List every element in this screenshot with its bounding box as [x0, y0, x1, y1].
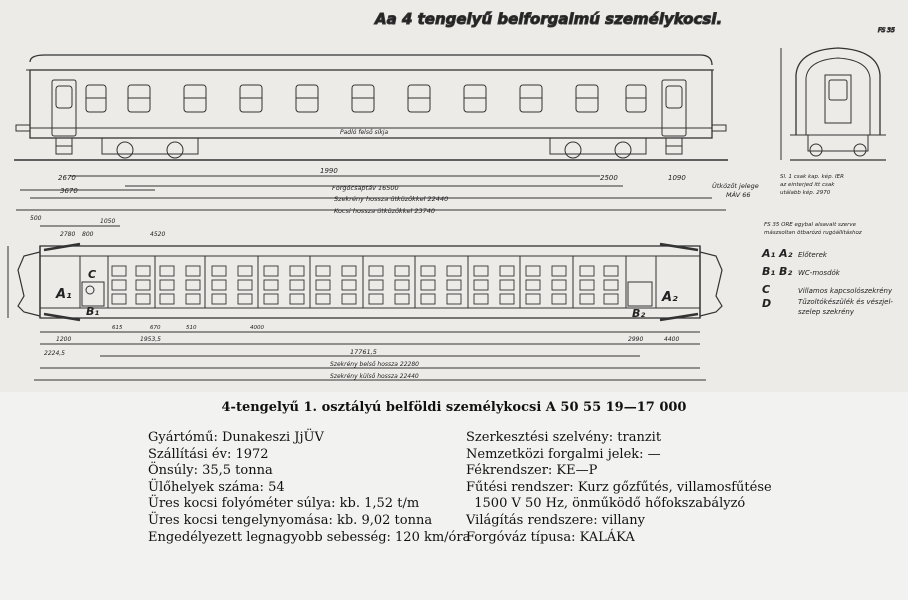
legend-key-c: C	[762, 283, 771, 296]
dim-510: 510	[186, 325, 197, 331]
legend-key-a: A₁ A₂	[762, 247, 793, 260]
spec-intl-marks: Nemzetközi forgalmi jelek: —	[466, 446, 661, 462]
spec-heating: Fűtési rendszer: Kurz gőzfűtés, villamosfűtése	[466, 479, 772, 495]
forgocsap-dim: Forgócsaptáv 16500	[332, 184, 399, 192]
spec-year: Szállítási év: 1972	[148, 446, 269, 462]
legend-key-d: D	[762, 297, 772, 310]
spec-max-speed: Engedélyezett legnagyobb sebesség: 120 km/óra	[148, 529, 471, 545]
fs-note-2: mászsoltan ötbarózó rugóállitáshoz	[764, 230, 862, 236]
dim-2224: 2224,5	[44, 350, 65, 357]
legend-key-b: B₁ B₂	[762, 265, 793, 278]
dim-4000: 4000	[250, 325, 264, 331]
spec-lighting: Világítás rendszere: villany	[466, 512, 646, 528]
end-view	[781, 48, 886, 160]
label-C: C	[88, 268, 97, 281]
spec-gauge: Szerkesztési szelvény: tranzit	[466, 430, 662, 445]
spec-weight: Önsúly: 35,5 tonna	[148, 463, 273, 479]
spec-manufacturer: Gyártómű: Dunakeszi JjÜV	[148, 430, 324, 445]
dim-670: 670	[150, 325, 161, 331]
note-c: utálabb kép. 2970	[780, 190, 831, 196]
corner-note: FS 35	[878, 27, 895, 34]
dim-2500: 2500	[600, 174, 618, 182]
legend-desc-a: Előterek	[798, 251, 827, 259]
note-a: Sl. 1 csak kap. kép. IER	[780, 174, 844, 180]
legend	[761, 247, 893, 316]
plan-view	[8, 215, 722, 380]
dim-1953: 1953,5	[140, 336, 161, 343]
spec-heating-cont: 1500 V 50 Hz, önműködő hőfokszabályzó	[466, 496, 746, 512]
dim-total: 17761,5	[350, 348, 377, 356]
spec-brake: Fékrendszer: KE—P	[466, 463, 598, 479]
dim-1050: 1050	[100, 218, 116, 225]
fs-note-1: FS 35 ORE egybal alsavalt szerve	[764, 222, 857, 228]
szekreny-dim: Szekrény hossza ütközőkkel 22440	[334, 195, 449, 203]
caption	[0, 400, 908, 415]
label-A1: A₁	[56, 287, 72, 302]
legend-desc-d: Tűzoltókészülék és vészjel-	[798, 298, 893, 306]
specs-right	[466, 430, 772, 546]
floor-label: Padló felső síkja	[340, 129, 389, 136]
spec-bogie: Forgóváz típusa: KALÁKA	[466, 529, 635, 545]
dim-1990: 1990	[320, 167, 338, 175]
drawing-title: Aa 4 tengelyű belforgalmú személykocsi.	[375, 10, 723, 28]
spec-weight-per-meter: Üres kocsi folyóméter súlya: kb. 1,52 t/m	[148, 496, 420, 512]
legend-desc-b: WC-mosdók	[798, 269, 840, 277]
label-B1: B₁	[86, 305, 100, 318]
utkozo-label: Ütközőt jelege	[712, 182, 759, 190]
utkozo-sub: MÁV 66	[726, 191, 751, 199]
dim-2990: 2990	[628, 336, 644, 343]
spec-seats: Ülőhelyek száma: 54	[148, 479, 285, 495]
specs-left	[148, 430, 470, 546]
dim-500: 500	[30, 215, 42, 222]
label-B2: B₂	[632, 307, 646, 320]
caption-text: 4-tengelyű 1. osztályú belföldi személykocsi A 50 55 19—17 000	[221, 400, 687, 415]
dim-2670: 2670	[58, 174, 76, 182]
dim-1200: 1200	[56, 336, 72, 343]
legend-desc-d2: szelep szekrény	[798, 308, 854, 316]
dim-1090: 1090	[668, 174, 686, 182]
dim-4520: 4520	[150, 231, 166, 238]
dim-800: 800	[82, 231, 94, 238]
dim-2780: 2780	[60, 231, 76, 238]
note-b: az einterjed itt csak	[780, 182, 835, 188]
kulso-hossz: Szekrény külső hossza 22440	[330, 373, 419, 380]
dim-615: 615	[112, 325, 123, 331]
side-elevation	[14, 55, 862, 236]
legend-desc-c: Villamos kapcsolószekrény	[798, 287, 893, 295]
kocsi-hossz-dim: Kocsi hossza ütközőkkel 23740	[334, 207, 436, 215]
label-A2: A₂	[662, 290, 678, 305]
spec-axle-load: Üres kocsi tengelynyomása: kb. 9,02 tonna	[148, 512, 433, 528]
dim-3670: 3670	[60, 187, 78, 195]
dim-4400: 4400	[664, 336, 680, 343]
belso-hossz: Szekrény belső hossza 22280	[330, 361, 419, 368]
